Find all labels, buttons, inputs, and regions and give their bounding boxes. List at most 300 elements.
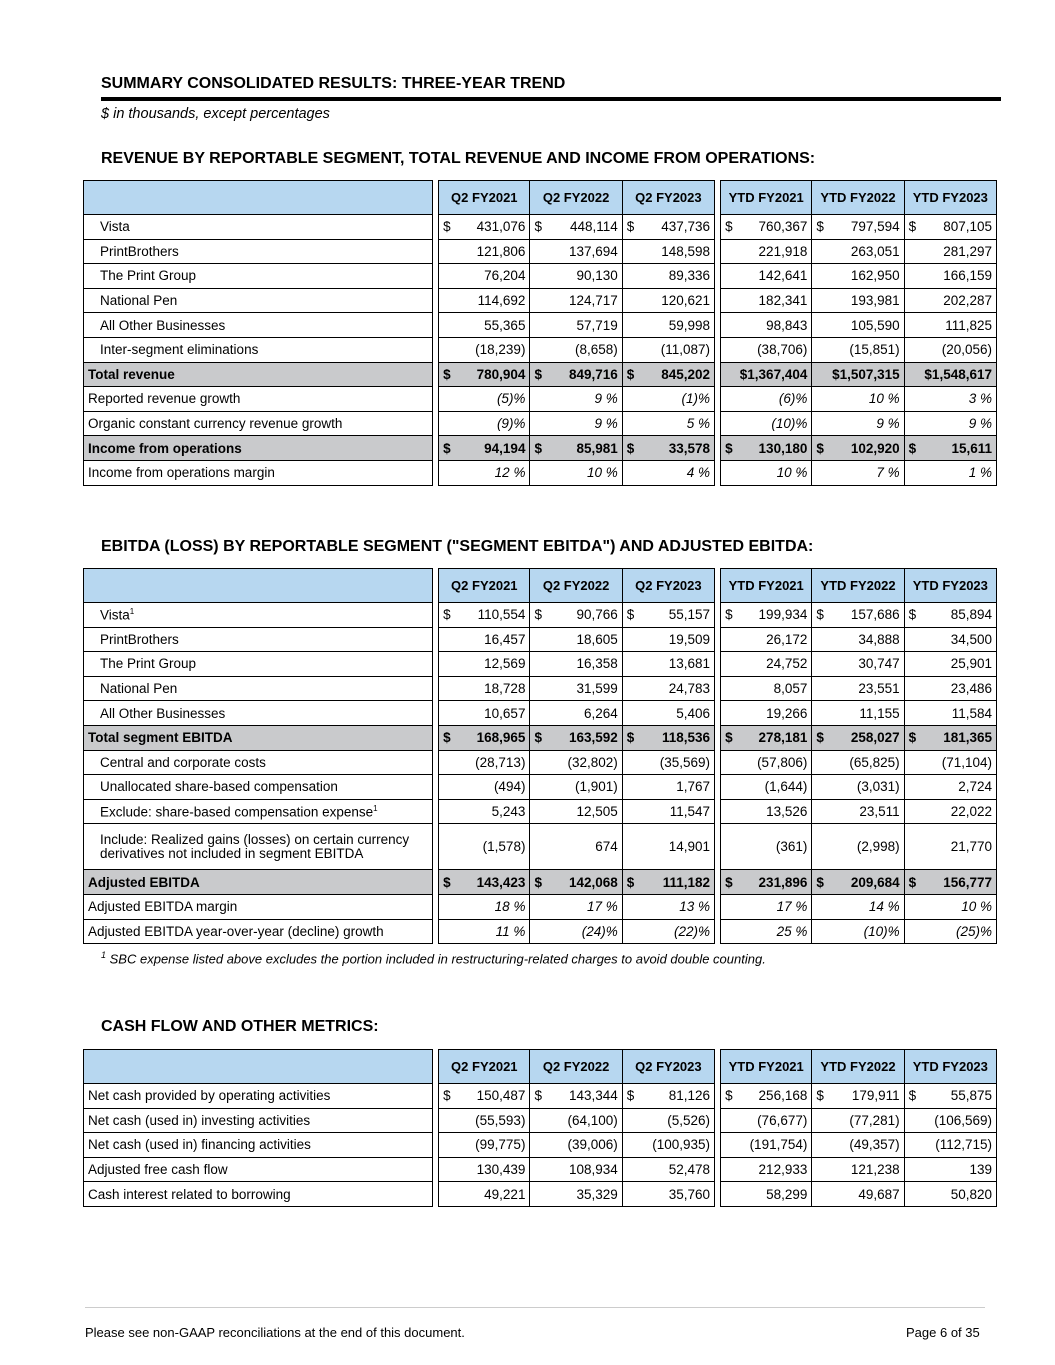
table-cell xyxy=(905,677,997,702)
cell-value: 55,875 xyxy=(950,1088,992,1104)
row-label xyxy=(83,1133,433,1158)
footnote-text: SBC expense listed above excludes the portion included in restructuring-related charges to avoid double counting. xyxy=(109,951,766,967)
row-label-text: Adjusted free cash flow xyxy=(88,1162,228,1178)
table-cell xyxy=(720,701,812,726)
row-label xyxy=(83,313,433,338)
cell-value: 33,578 xyxy=(668,440,711,456)
table-cell xyxy=(720,436,812,461)
table-cell xyxy=(720,775,812,800)
cell-value: 114,692 xyxy=(477,293,526,309)
cell-value: (38,706) xyxy=(757,342,808,358)
cell-value: 49,221 xyxy=(484,1186,526,1202)
table-cell xyxy=(530,895,622,920)
table-cell xyxy=(812,338,904,363)
cell-value: 182,341 xyxy=(758,293,808,309)
table-header-row xyxy=(83,180,997,215)
table-cell xyxy=(720,240,812,265)
cell-value: 105,590 xyxy=(850,317,900,333)
table-cell xyxy=(905,701,997,726)
currency-symbol: $ xyxy=(908,219,917,235)
table-cell xyxy=(530,1133,622,1158)
table-row xyxy=(83,603,997,628)
table-row xyxy=(83,289,997,314)
table-cell xyxy=(438,387,530,412)
cell-value: 162,950 xyxy=(850,268,900,284)
table-cell xyxy=(905,870,997,895)
table-cell xyxy=(812,1158,904,1183)
table-cell xyxy=(530,240,622,265)
cell-value: (25)% xyxy=(955,923,992,939)
table-cell xyxy=(623,461,715,486)
cell-value: 102,920 xyxy=(850,440,900,456)
currency-symbol: $ xyxy=(816,219,824,235)
cell-value: 849,716 xyxy=(568,366,618,382)
cell-value: (10)% xyxy=(863,923,900,939)
currency-symbol: $ xyxy=(725,730,733,746)
page-number: Page 6 of 35 xyxy=(906,1325,980,1340)
table-cell xyxy=(530,264,622,289)
table-cell xyxy=(812,1133,904,1158)
row-label xyxy=(83,264,433,289)
cell-value: $1,507,315 xyxy=(832,366,900,382)
row-label xyxy=(83,387,433,412)
cell-value: (15,851) xyxy=(849,342,900,358)
cell-value: 35,760 xyxy=(668,1186,711,1202)
cell-value: 137,694 xyxy=(568,243,618,259)
table-cell xyxy=(720,677,812,702)
cell-value: 31,599 xyxy=(576,681,618,697)
cell-value: (1,644) xyxy=(764,779,808,795)
table-cell xyxy=(905,289,997,314)
header-blank-cell xyxy=(83,568,433,603)
table-row xyxy=(83,920,997,945)
row-label xyxy=(83,436,433,461)
table-cell xyxy=(530,338,622,363)
table-cell xyxy=(530,870,622,895)
header-blank-cell xyxy=(83,180,433,215)
cell-value: 11 % xyxy=(495,923,526,939)
currency-symbol: $ xyxy=(725,874,733,890)
row-label-text: Cash interest related to borrowing xyxy=(88,1186,291,1202)
cell-value: (55,593) xyxy=(475,1112,526,1128)
table-cell xyxy=(623,726,715,751)
column-header: YTD FY2022 xyxy=(812,568,904,603)
row-label xyxy=(83,751,433,776)
cell-value: 49,687 xyxy=(858,1186,900,1202)
table-cell xyxy=(530,726,622,751)
table-cell xyxy=(720,215,812,240)
column-header: Q2 FY2023 xyxy=(623,1049,715,1084)
table-cell xyxy=(623,603,715,628)
currency-symbol: $ xyxy=(816,730,824,746)
table-cell xyxy=(623,289,715,314)
table-cell xyxy=(623,870,715,895)
cell-value: (57,806) xyxy=(757,754,808,770)
currency-symbol: $ xyxy=(534,607,542,623)
cell-value: $1,367,404 xyxy=(739,366,808,382)
cell-value: 110,554 xyxy=(477,607,526,623)
cell-value: (1,578) xyxy=(482,838,526,854)
table-cell xyxy=(530,215,622,240)
table-cell xyxy=(812,603,904,628)
row-label-text: PrintBrothers xyxy=(100,631,179,647)
table-cell xyxy=(438,1158,530,1183)
table-cell xyxy=(438,436,530,461)
cell-value: (3,031) xyxy=(856,779,900,795)
cell-value: 674 xyxy=(595,838,618,854)
cell-value: 81,126 xyxy=(668,1088,711,1104)
currency-symbol: $ xyxy=(443,219,451,235)
cell-value: 76,204 xyxy=(484,268,526,284)
table-cell xyxy=(438,800,530,825)
row-label xyxy=(83,920,433,945)
cell-value: (11,087) xyxy=(660,342,711,358)
cell-value: 18 % xyxy=(494,899,526,915)
cell-value: (106,569) xyxy=(934,1112,992,1128)
column-header: Q2 FY2021 xyxy=(438,180,530,215)
cell-value: 58,299 xyxy=(766,1186,808,1202)
cell-value: 121,806 xyxy=(476,243,526,259)
table-cell xyxy=(623,313,715,338)
table-cell xyxy=(530,603,622,628)
currency-symbol: $ xyxy=(816,1088,824,1104)
row-label-text: The Print Group xyxy=(100,656,197,672)
cell-value: 90,130 xyxy=(576,268,618,284)
table-cell xyxy=(530,412,622,437)
table-cell xyxy=(720,1084,812,1109)
table-row xyxy=(83,338,997,363)
section-cashflow-title: CASH FLOW AND OTHER METRICS: xyxy=(101,1018,379,1035)
row-label xyxy=(83,775,433,800)
currency-symbol: $ xyxy=(626,366,635,382)
table-cell xyxy=(720,751,812,776)
row-label xyxy=(83,1109,433,1134)
cell-value: (10)% xyxy=(771,416,808,432)
cell-value: 23,486 xyxy=(950,681,992,697)
table-cell xyxy=(530,677,622,702)
cell-value: 143,344 xyxy=(568,1088,618,1104)
table-cell xyxy=(905,800,997,825)
ebitda-footnote xyxy=(101,950,766,966)
currency-symbol: $ xyxy=(443,366,451,382)
page-title: SUMMARY CONSOLIDATED RESULTS: THREE-YEAR TREND xyxy=(101,75,1001,101)
row-label-text: Reported revenue growth xyxy=(88,391,241,407)
cell-value: (18,239) xyxy=(475,342,526,358)
total-row xyxy=(83,726,997,751)
cell-value: 14,901 xyxy=(668,838,711,854)
table-cell xyxy=(623,652,715,677)
row-label-text: Unallocated share-based compensation xyxy=(100,779,338,795)
cell-value: 130,180 xyxy=(758,440,808,456)
cell-value: 4 % xyxy=(686,465,711,481)
table-cell xyxy=(530,1158,622,1183)
currency-symbol: $ xyxy=(626,219,635,235)
cell-value: 85,981 xyxy=(576,440,618,456)
table-row xyxy=(83,387,997,412)
table-cell xyxy=(812,215,904,240)
currency-symbol: $ xyxy=(816,874,824,890)
table-cell xyxy=(438,1182,530,1207)
footnote-marker: 1 xyxy=(129,607,135,617)
table-cell xyxy=(905,751,997,776)
table-cell xyxy=(905,775,997,800)
cell-value: (49,357) xyxy=(849,1137,900,1153)
cell-value: 150,487 xyxy=(476,1088,526,1104)
table-cell xyxy=(720,870,812,895)
currency-symbol: $ xyxy=(908,1088,917,1104)
cell-value: (99,775) xyxy=(475,1137,526,1153)
row-label xyxy=(83,289,433,314)
table-cell xyxy=(530,289,622,314)
cell-value: 9 % xyxy=(594,391,618,407)
row-label-text: Vista xyxy=(100,607,130,623)
cell-value: 18,728 xyxy=(484,681,526,697)
cell-value: 23,551 xyxy=(858,681,900,697)
table-cell xyxy=(720,726,812,751)
table-cell xyxy=(530,363,622,388)
table-row xyxy=(83,628,997,653)
cell-value: (64,100) xyxy=(567,1112,618,1128)
cell-value: 120,621 xyxy=(661,293,711,309)
currency-symbol: $ xyxy=(534,874,542,890)
row-label-text: Central and corporate costs xyxy=(100,754,266,770)
table-cell xyxy=(623,1109,715,1134)
cell-value: 142,641 xyxy=(758,268,808,284)
row-label xyxy=(83,363,433,388)
table-cell xyxy=(438,701,530,726)
table-cell xyxy=(623,775,715,800)
row-label-text: Vista xyxy=(100,219,130,235)
cell-value: (2,998) xyxy=(856,838,900,854)
cell-value: 10 % xyxy=(961,899,992,915)
cell-value: 5,243 xyxy=(491,804,526,820)
table-cell xyxy=(720,1182,812,1207)
table-cell xyxy=(812,800,904,825)
cell-value: (22)% xyxy=(674,923,711,939)
table-cell xyxy=(530,652,622,677)
table-cell xyxy=(905,412,997,437)
row-label-text: Net cash (used in) financing activities xyxy=(88,1137,311,1153)
cell-value: (28,713) xyxy=(475,754,526,770)
table-cell xyxy=(812,313,904,338)
cell-value: 212,933 xyxy=(758,1162,808,1178)
row-label-text: Adjusted EBITDA xyxy=(88,874,200,890)
currency-symbol: $ xyxy=(725,440,733,456)
total-row xyxy=(83,363,997,388)
table-cell xyxy=(812,701,904,726)
table-cell xyxy=(438,240,530,265)
table-cell xyxy=(812,289,904,314)
table-cell xyxy=(720,920,812,945)
row-label-text: All Other Businesses xyxy=(100,705,226,721)
cell-value: 281,297 xyxy=(943,243,992,259)
table-cell xyxy=(623,338,715,363)
table-cell xyxy=(438,264,530,289)
cell-value: 130,439 xyxy=(476,1162,526,1178)
total-row xyxy=(83,870,997,895)
cell-value: (32,802) xyxy=(567,754,618,770)
row-label-text: Income from operations margin xyxy=(88,465,275,481)
row-label-text: All Other Businesses xyxy=(100,317,226,333)
table-cell xyxy=(530,701,622,726)
row-label xyxy=(83,800,433,825)
column-header: YTD FY2022 xyxy=(812,1049,904,1084)
cell-value: 163,592 xyxy=(568,730,618,746)
cell-value: (494) xyxy=(493,779,526,795)
table-cell xyxy=(623,363,715,388)
column-header: Q2 FY2022 xyxy=(530,1049,622,1084)
table-row xyxy=(83,824,997,870)
cell-value: 2,724 xyxy=(958,779,992,795)
cell-value: (77,281) xyxy=(849,1112,900,1128)
table-row xyxy=(83,895,997,920)
cell-value: 90,766 xyxy=(576,607,618,623)
table-cell xyxy=(720,800,812,825)
cell-value: 12 % xyxy=(494,465,526,481)
table-cell xyxy=(438,677,530,702)
cell-value: 263,051 xyxy=(850,243,900,259)
cell-value: (65,825) xyxy=(849,754,900,770)
table-cell xyxy=(530,800,622,825)
table-row xyxy=(83,313,997,338)
header-blank-cell xyxy=(83,1049,433,1084)
table-cell xyxy=(438,215,530,240)
table-cell xyxy=(905,1133,997,1158)
currency-symbol: $ xyxy=(443,440,451,456)
cell-value: 17 % xyxy=(586,899,618,915)
table-cell xyxy=(530,461,622,486)
table-cell xyxy=(530,824,622,870)
row-label xyxy=(83,1084,433,1109)
table-cell xyxy=(812,387,904,412)
currency-symbol: $ xyxy=(626,1088,635,1104)
table-header-row xyxy=(83,1049,997,1084)
cell-value: (71,104) xyxy=(941,754,992,770)
table-cell xyxy=(905,240,997,265)
cell-value: 807,105 xyxy=(943,219,992,235)
cell-value: 231,896 xyxy=(758,874,808,890)
row-label-text: Exclude: share-based compensation expense xyxy=(100,804,374,820)
cell-value: 19,509 xyxy=(668,631,711,647)
cell-value: 118,536 xyxy=(661,730,711,746)
table-cell xyxy=(623,895,715,920)
cell-value: 10 % xyxy=(586,465,618,481)
table-header-row xyxy=(83,568,997,603)
table-cell xyxy=(623,215,715,240)
row-label xyxy=(83,726,433,751)
cell-value: 111,182 xyxy=(662,874,711,890)
currency-symbol: $ xyxy=(908,440,917,456)
table-cell xyxy=(905,1084,997,1109)
cell-value: (8,658) xyxy=(574,342,618,358)
table-cell xyxy=(905,603,997,628)
cell-value: (361) xyxy=(775,838,808,854)
table-cell xyxy=(438,775,530,800)
cell-value: (6)% xyxy=(778,391,808,407)
row-label-text: Net cash (used in) investing activities xyxy=(88,1112,311,1128)
column-header: Q2 FY2023 xyxy=(623,568,715,603)
table-cell xyxy=(812,870,904,895)
footnote-marker: 1 xyxy=(101,950,107,960)
cell-value: 52,478 xyxy=(668,1162,711,1178)
table-row xyxy=(83,1133,997,1158)
row-label-text: National Pen xyxy=(100,681,178,697)
cell-value: 15,611 xyxy=(951,440,992,456)
cell-value: 5 % xyxy=(686,416,711,432)
row-label xyxy=(83,895,433,920)
table-row xyxy=(83,215,997,240)
table-cell xyxy=(438,726,530,751)
table-cell xyxy=(812,824,904,870)
table-cell xyxy=(530,751,622,776)
column-header: YTD FY2021 xyxy=(720,180,812,215)
table-cell xyxy=(812,751,904,776)
table-row xyxy=(83,461,997,486)
cell-value: 10 % xyxy=(868,391,900,407)
table-row xyxy=(83,652,997,677)
table-cell xyxy=(812,775,904,800)
cell-value: 16,457 xyxy=(484,631,526,647)
table-row xyxy=(83,775,997,800)
column-header: Q2 FY2021 xyxy=(438,568,530,603)
table-cell xyxy=(905,726,997,751)
row-label-text: Total revenue xyxy=(88,366,175,382)
cell-value: 221,918 xyxy=(758,243,808,259)
column-header: Q2 FY2022 xyxy=(530,180,622,215)
cell-value: 11,584 xyxy=(951,705,992,721)
table-cell xyxy=(905,652,997,677)
row-label xyxy=(83,677,433,702)
table-cell xyxy=(438,920,530,945)
table-cell xyxy=(812,436,904,461)
row-label xyxy=(83,603,433,628)
table-cell xyxy=(530,1084,622,1109)
table-cell xyxy=(812,895,904,920)
currency-symbol: $ xyxy=(534,366,542,382)
table-row xyxy=(83,412,997,437)
table-cell xyxy=(530,313,622,338)
cell-value: 258,027 xyxy=(850,730,900,746)
table-row xyxy=(83,677,997,702)
cell-value: (191,754) xyxy=(749,1137,808,1153)
table-cell xyxy=(905,1182,997,1207)
cell-value: 181,365 xyxy=(943,730,992,746)
cell-value: 797,594 xyxy=(850,219,900,235)
table-cell xyxy=(905,338,997,363)
table-cell xyxy=(905,436,997,461)
table-cell xyxy=(812,363,904,388)
cell-value: 89,336 xyxy=(668,268,711,284)
table-cell xyxy=(905,215,997,240)
table-cell xyxy=(623,387,715,412)
table-cell xyxy=(720,603,812,628)
table-cell xyxy=(438,289,530,314)
cell-value: 19,266 xyxy=(766,705,808,721)
cell-value: 256,168 xyxy=(758,1088,808,1104)
table-cell xyxy=(623,701,715,726)
table-cell xyxy=(623,1158,715,1183)
table-cell xyxy=(623,628,715,653)
row-label xyxy=(83,870,433,895)
table-cell xyxy=(812,264,904,289)
table-cell xyxy=(623,677,715,702)
table-row xyxy=(83,1084,997,1109)
cell-value: 57,719 xyxy=(576,317,618,333)
cell-value: 9 % xyxy=(876,416,900,432)
row-label xyxy=(83,1158,433,1183)
cell-value: (112,715) xyxy=(935,1137,992,1153)
table-cell xyxy=(812,1084,904,1109)
